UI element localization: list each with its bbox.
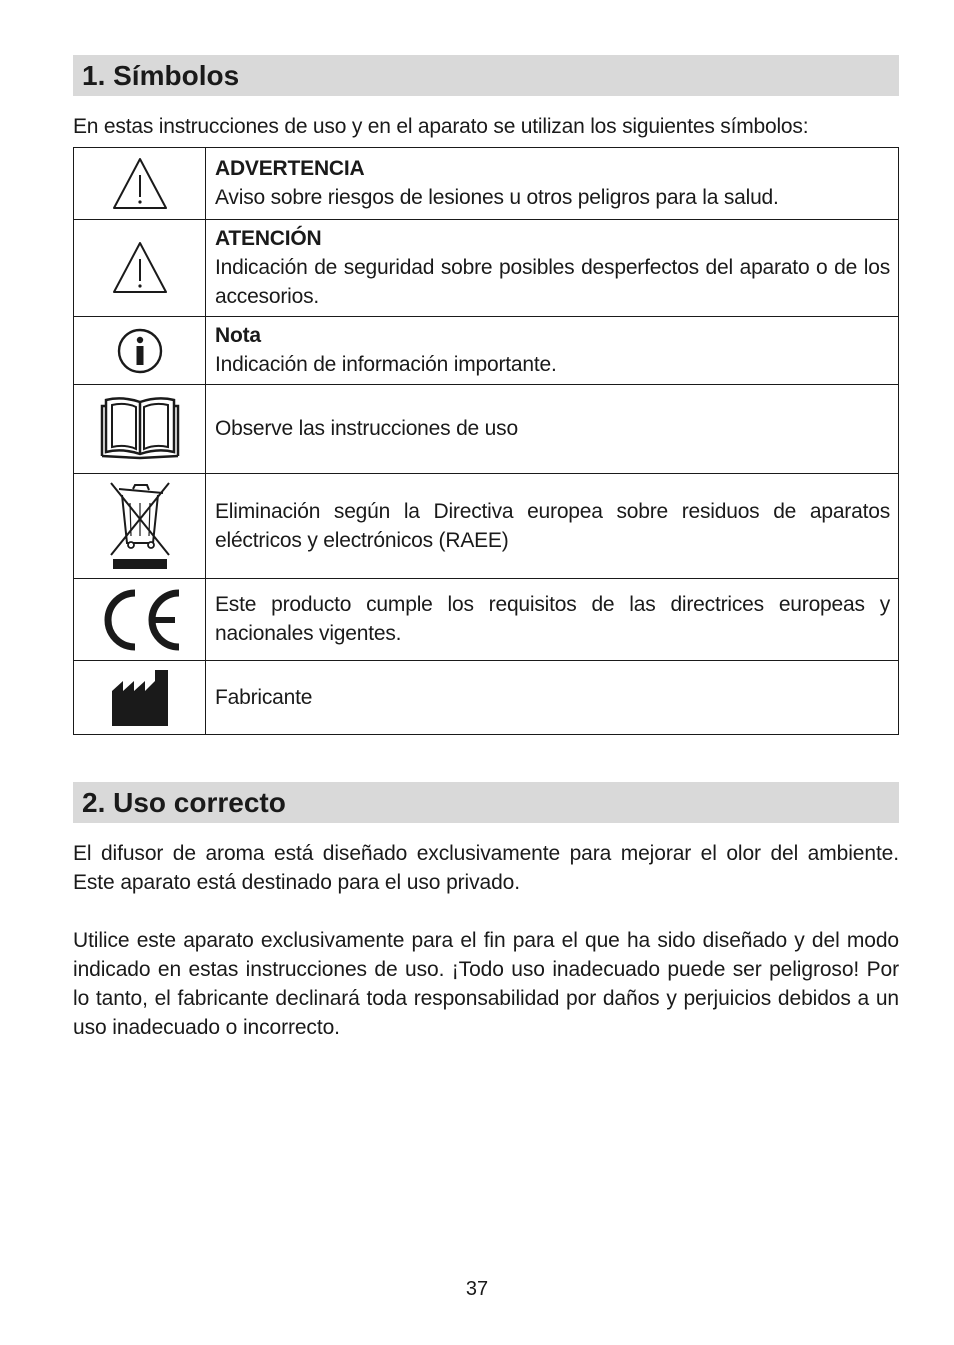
info-circle-icon — [116, 327, 164, 375]
table-row — [74, 220, 899, 317]
symbol-description: Indicación de información importante. — [215, 353, 557, 376]
symbols-intro: En estas instrucciones de uso y en el aparato se utilizan los siguientes símbolos: — [73, 115, 809, 138]
manufacturer-factory-icon — [111, 669, 169, 727]
symbol-description: Eliminación según la Directiva europea sobre residuos de aparatos eléctricos y electrónicos (RAEE) — [215, 499, 890, 552]
table-row — [74, 148, 899, 220]
crossed-bin-icon — [107, 481, 173, 571]
symbols-table — [73, 147, 899, 735]
table-row — [74, 474, 899, 579]
table-row — [74, 661, 899, 735]
table-row — [74, 317, 899, 385]
section-heading-symbols: 1. Símbolos — [73, 55, 899, 96]
symbol-description: Este producto cumple los requisitos de las directrices europeas y nacionales vigentes. — [215, 593, 890, 645]
symbol-description: Aviso sobre riesgos de lesiones u otros peligros para la salud. — [215, 186, 779, 209]
symbol-description: Fabricante — [215, 685, 313, 709]
document-page — [73, 55, 899, 1042]
table-row — [74, 385, 899, 474]
section-heading-intended-use: 2. Uso correcto — [73, 782, 899, 823]
intended-use-paragraph: Utilice este aparato exclusivamente para el fin para el que ha sido diseñado y del modo indicado en estas instrucciones de uso. ¡Todo uso inadecuado puede ser peligroso! Por lo tanto, el fabricante declinará toda responsabilidad por daños y perjuicios debidos a un uso inadecuado o incorrecto. — [73, 929, 899, 1039]
intended-use-paragraph: El difusor de aroma está diseñado exclusivamente para mejorar el olor del ambiente. Este aparato está destinado para el uso privado. — [73, 842, 899, 894]
symbol-term: Nota — [215, 324, 261, 347]
symbol-description: Observe las instrucciones de uso — [215, 417, 518, 440]
symbol-term: ATENCIÓN — [215, 227, 322, 250]
caution-triangle-icon — [111, 240, 169, 296]
ce-mark-icon — [95, 587, 185, 653]
table-row — [74, 579, 899, 661]
symbol-description: Indicación de seguridad sobre posibles desperfectos del aparato o de los accesorios. — [215, 256, 890, 308]
page-number: 37 — [465, 1278, 489, 1300]
warning-triangle-icon — [111, 156, 169, 212]
symbol-term: ADVERTENCIA — [215, 157, 365, 180]
open-book-icon — [96, 394, 184, 464]
